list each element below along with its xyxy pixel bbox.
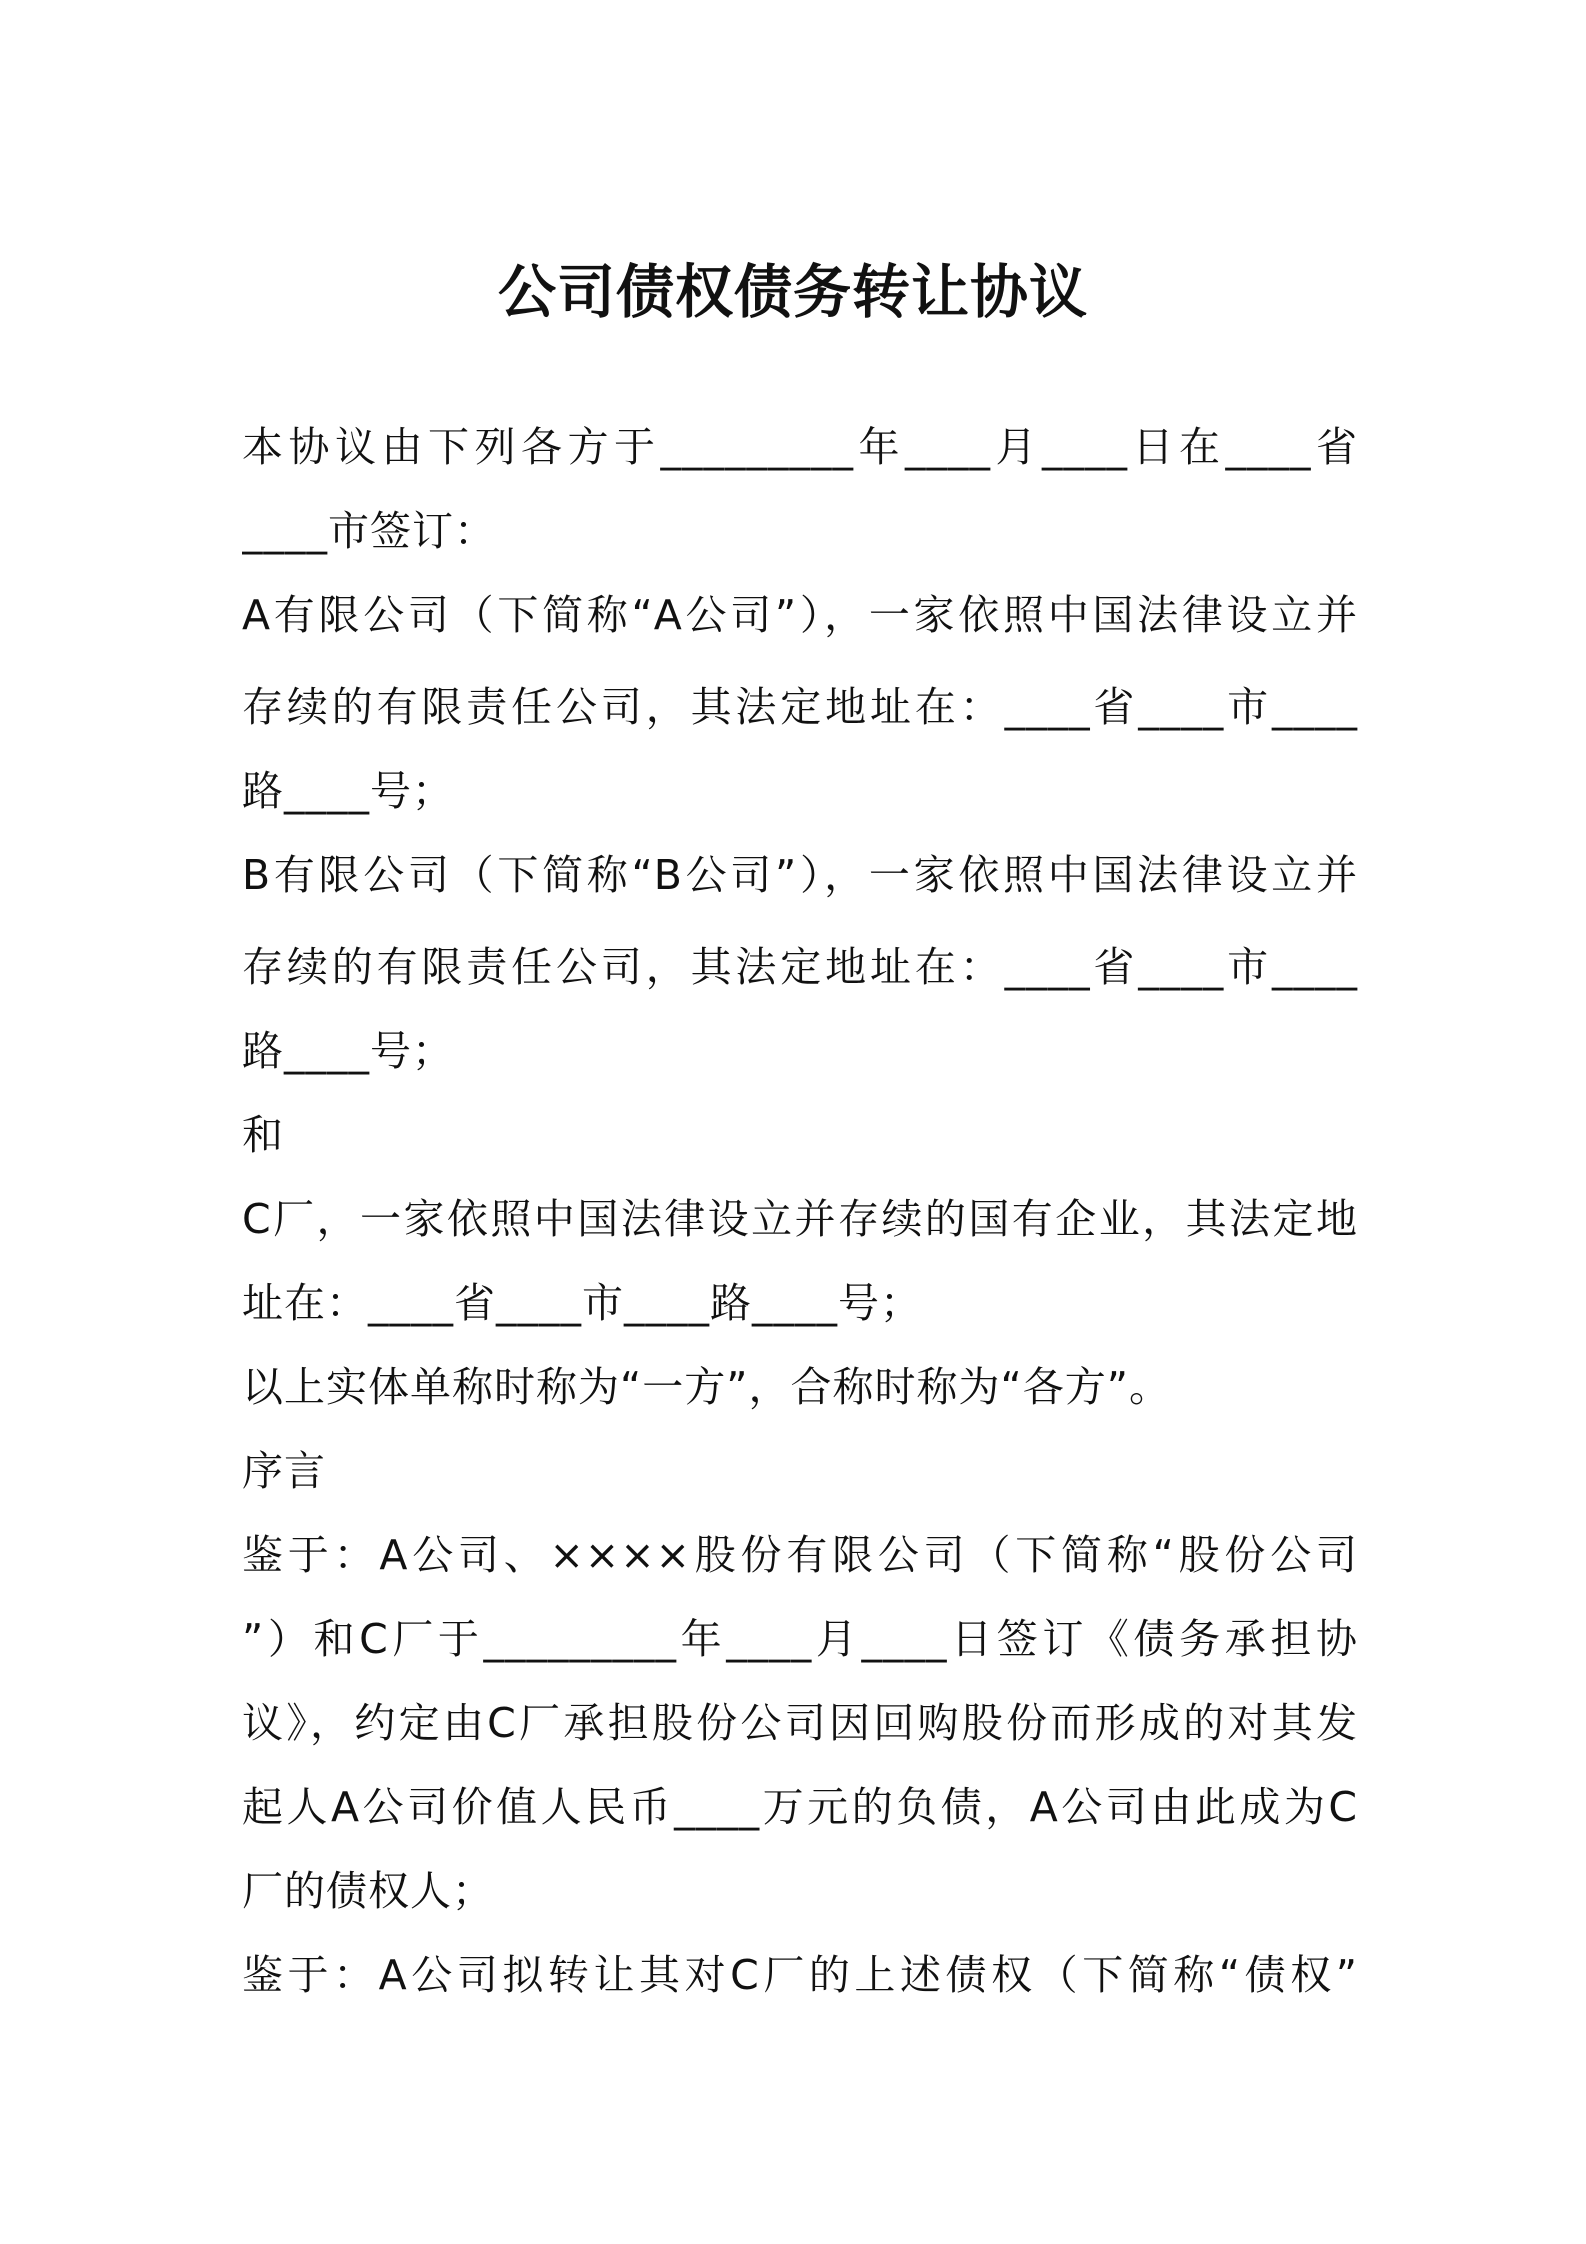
body-line-15: ”）和C厂于_________年____月____日签订《债务承担协 [242,1615,1358,1663]
body-line-16: 议》，约定由C厂承担股份公司因回购股份而形成的对其发 [242,1699,1358,1747]
body-line-14: 鉴于：A公司、××××股份有限公司（下简称“股份公司 [242,1531,1358,1579]
body-line-9: 和 [242,1111,284,1159]
body-line-8: 路____号； [242,1027,454,1075]
body-line-18: 厂的债权人； [242,1867,494,1915]
body-line-5: 路____号； [242,767,454,815]
body-line-3: A有限公司（下简称“A公司”），一家依照中国法律设立并 [242,591,1358,639]
body-line-17: 起人A公司价值人民币____万元的负债，A公司由此成为C [242,1783,1358,1831]
body-line-19: 鉴于：A公司拟转让其对C厂的上述债权（下简称“债权” [242,1951,1358,1999]
body-line-12: 以上实体单称时称为“一方”，合称时称为“各方”。 [242,1363,1171,1411]
body-line-1: 本协议由下列各方于_________年____月____日在____省 [242,423,1358,471]
body-line-13: 序言 [242,1447,326,1495]
body-line-2: ____市签订： [242,507,496,555]
body-line-7: 存续的有限责任公司，其法定地址在：____省____市____ [242,943,1358,991]
body-line-6: B有限公司（下简称“B公司”），一家依照中国法律设立并 [242,851,1358,899]
body-line-10: C厂，一家依照中国法律设立并存续的国有企业，其法定地 [242,1195,1358,1243]
document-title: 公司债权债务转让协议 [497,258,1088,326]
body-line-4: 存续的有限责任公司，其法定地址在：____省____市____ [242,683,1358,731]
document-body [242,405,1358,2017]
body-line-11: 址在：____省____市____路____号； [242,1279,922,1327]
